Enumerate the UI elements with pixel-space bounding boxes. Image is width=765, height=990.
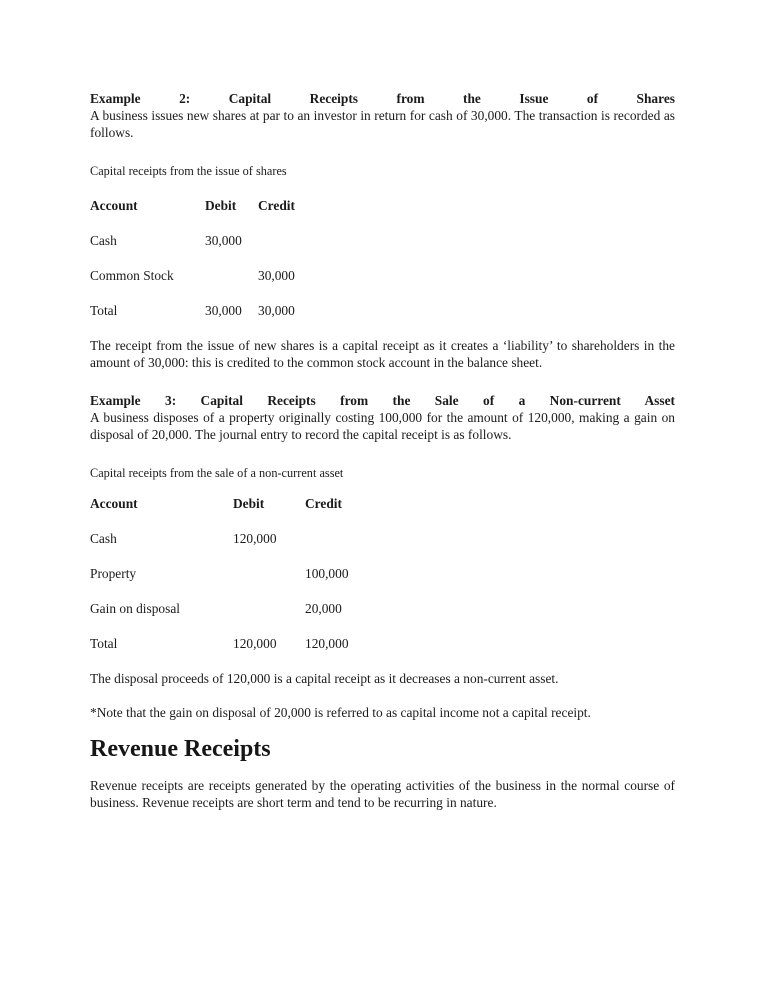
debit-cell: 120,000 xyxy=(233,636,277,651)
table2-header-credit: Credit xyxy=(305,496,342,511)
credit-cell: 100,000 xyxy=(305,566,349,581)
debit-cell xyxy=(233,600,305,617)
table1-caption: Capital receipts from the issue of shares xyxy=(90,164,287,178)
disposal-proceeds-note: The disposal proceeds of 120,000 is a capital receipt as it decreases a non-current asset. xyxy=(90,671,559,686)
account-cell: Cash xyxy=(90,233,117,248)
journal-table-2 xyxy=(90,495,675,652)
journal-table-1 xyxy=(90,197,675,319)
table1-header-account: Account xyxy=(90,198,138,213)
example3-intro: A business disposes of a property originally costing 100,000 for the amount of 120,000, making a gain on disposal of 20,000. The journal entry to record the capital receipt is as follows. xyxy=(90,410,675,442)
example2-block xyxy=(90,90,675,141)
table1-header-debit: Debit xyxy=(205,198,237,213)
account-cell: Total xyxy=(90,636,118,651)
credit-cell: 30,000 xyxy=(258,303,295,318)
table1-header-row xyxy=(90,197,675,214)
table1-header-credit: Credit xyxy=(258,198,295,213)
example2-explanation: The receipt from the issue of new shares is a capital receipt as it creates a ‘liability’ to shareholders in the amount of 30,000: this is credited to the common stock account in the balance sheet. xyxy=(90,338,675,370)
account-cell: Total xyxy=(90,303,118,318)
debit-cell xyxy=(233,565,305,582)
table2-header-debit: Debit xyxy=(233,496,265,511)
debit-cell: 120,000 xyxy=(233,531,277,546)
revenue-receipts-heading: Revenue Receipts xyxy=(90,736,271,762)
credit-cell: 30,000 xyxy=(258,268,295,283)
table-row xyxy=(90,302,675,319)
table2-caption: Capital receipts from the sale of a non-current asset xyxy=(90,466,344,480)
credit-cell: 20,000 xyxy=(305,601,342,616)
revenue-receipts-intro: Revenue receipts are receipts generated by the operating activities of the business in the normal course of business. Revenue receipts are short term and tend to be recurring in nature. xyxy=(90,778,675,810)
account-cell: Gain on disposal xyxy=(90,601,181,616)
credit-cell xyxy=(305,530,675,547)
table-row xyxy=(90,232,675,249)
table-row xyxy=(90,530,675,547)
debit-cell xyxy=(205,267,258,284)
account-cell: Cash xyxy=(90,531,117,546)
example3-block xyxy=(90,392,675,443)
example2-heading: Example 2: Capital Receipts from the Issue of Shares xyxy=(90,91,675,106)
table-row xyxy=(90,635,675,652)
credit-cell xyxy=(258,232,675,249)
example3-heading: Example 3: Capital Receipts from the Sale of a Non-current Asset xyxy=(90,393,675,408)
capital-income-footnote: *Note that the gain on disposal of 20,000 is referred to as capital income not a capital receipt. xyxy=(90,705,591,720)
debit-cell: 30,000 xyxy=(205,303,242,318)
table-row xyxy=(90,600,675,617)
table2-header-account: Account xyxy=(90,496,138,511)
example2-intro: A business issues new shares at par to an investor in return for cash of 30,000. The transaction is recorded as follows. xyxy=(90,108,675,140)
account-cell: Common Stock xyxy=(90,268,174,283)
account-cell: Property xyxy=(90,566,137,581)
table2-header-row xyxy=(90,495,675,512)
table-row xyxy=(90,565,675,582)
debit-cell: 30,000 xyxy=(205,233,242,248)
credit-cell: 120,000 xyxy=(305,636,349,651)
table-row xyxy=(90,267,675,284)
